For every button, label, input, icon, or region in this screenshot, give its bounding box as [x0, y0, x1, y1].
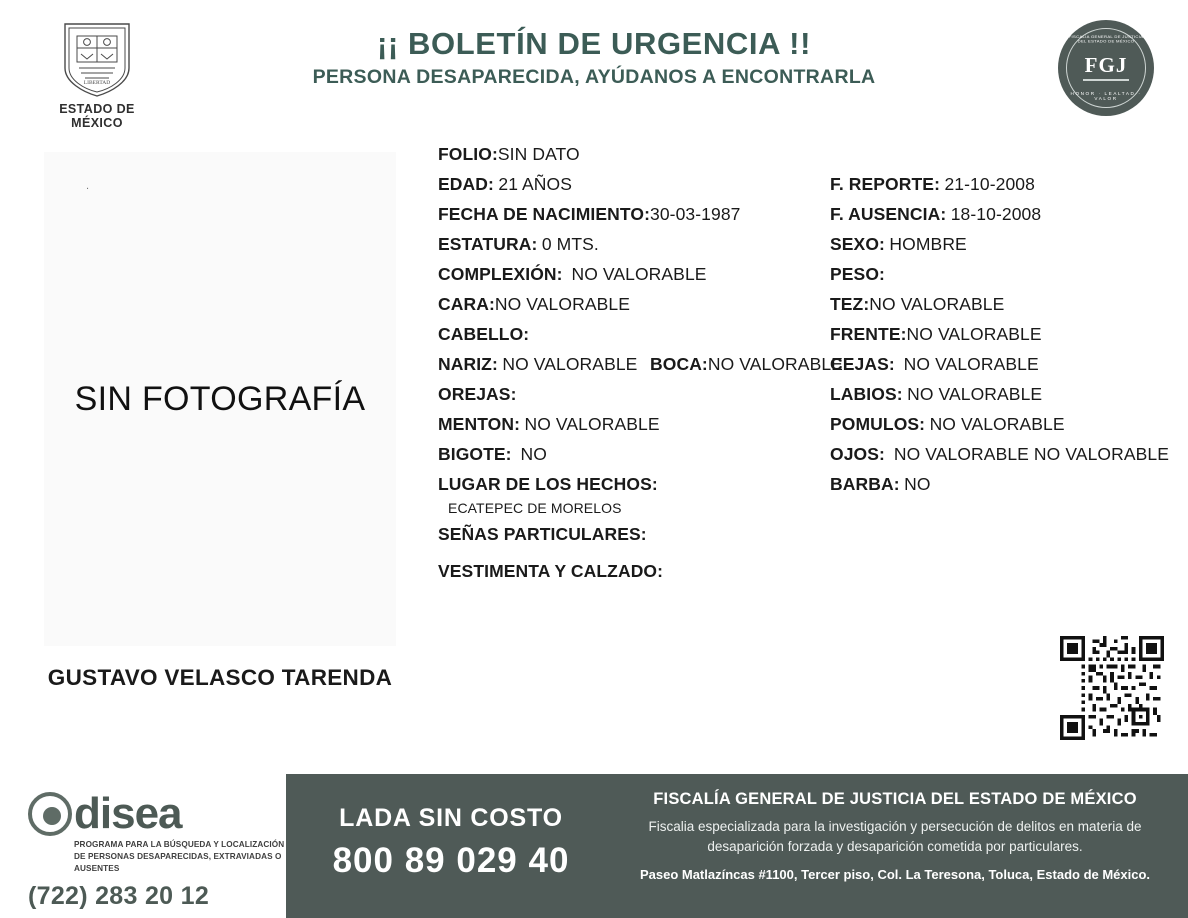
complexion-label: COMPLEXIÓN: — [438, 264, 563, 284]
cara-label: CARA: — [438, 294, 495, 314]
folio-label: FOLIO: — [438, 144, 498, 164]
document-header — [0, 0, 1188, 130]
cara-value: NO VALORABLE — [494, 294, 630, 314]
svg-text:LIBERTAD: LIBERTAD — [83, 80, 111, 86]
senas-particulares-label: SEÑAS PARTICULARES: — [438, 524, 647, 544]
tez-label: TEZ: — [830, 294, 870, 314]
fgj-logo-inner — [1066, 28, 1146, 108]
lugar-hechos-label: LUGAR DE LOS HECHOS: — [438, 474, 658, 494]
fgj-ring-bottom-text: HONOR · LEALTAD · VALOR — [1070, 91, 1142, 101]
sexo-value: HOMBRE — [889, 234, 967, 254]
field-orejas — [438, 384, 517, 405]
photo-placeholder — [44, 152, 396, 646]
page-title: ¡¡ BOLETÍN DE URGENCIA !! — [376, 26, 812, 61]
fecha-nacimiento-label: FECHA DE NACIMIENTO: — [438, 204, 650, 224]
field-bigote — [438, 444, 547, 465]
field-tez — [830, 294, 1004, 315]
lada-number: 800 89 029 40 — [332, 841, 570, 880]
field-nariz — [438, 354, 637, 375]
nariz-value: NO VALORABLE — [502, 354, 638, 374]
odisea-wordmark: disea — [74, 789, 182, 838]
folio-value: SIN DATO — [497, 144, 580, 164]
complexion-value: NO VALORABLE — [571, 264, 707, 284]
fiscalia-description: Fiscalia especializada para la investigación y persecución de delitos en materia de desaparición forzada y desaparición cometida por particulares. — [648, 819, 1142, 854]
field-lugar-hechos-value — [448, 500, 622, 518]
fgj-logo — [1058, 20, 1154, 116]
field-lugar-hechos — [438, 474, 658, 495]
odisea-tagline: PROGRAMA PARA LA BÚSQUEDA Y LOCALIZACIÓN DE PERSONAS DESAPARECIDAS, EXTRAVIADAS O AUSENTES — [74, 840, 285, 873]
field-peso — [830, 264, 885, 285]
ojos-label: OJOS: — [830, 444, 885, 464]
bigote-label: BIGOTE: — [438, 444, 512, 464]
field-edad — [438, 174, 572, 195]
barba-label: BARBA: — [830, 474, 900, 494]
lada-title: LADA SIN COSTO — [339, 804, 563, 832]
labios-label: LABIOS: — [830, 384, 903, 404]
boca-label: BOCA: — [650, 354, 708, 374]
title-block — [0, 26, 1188, 89]
field-f-ausencia — [830, 204, 1041, 225]
lugar-hechos-value: ECATEPEC DE MORELOS — [448, 500, 622, 516]
estatura-value: 0 MTS. — [541, 234, 599, 254]
person-name: GUSTAVO VELASCO TARENDA — [47, 665, 393, 690]
field-cabello — [438, 324, 529, 345]
boca-value: NO VALORABLE — [707, 354, 843, 374]
fiscalia-address: Paseo Matlazíncas #1100, Tercer piso, Col. La Teresona, Toluca, Estado de México. — [639, 867, 1151, 883]
field-cara — [438, 294, 630, 315]
document-footer — [0, 774, 1188, 918]
menton-label: MENTON: — [438, 414, 521, 434]
peso-label: PESO: — [830, 264, 885, 284]
pomulos-label: POMULOS: — [830, 414, 926, 434]
f-ausencia-label: F. AUSENCIA: — [830, 204, 947, 224]
estatura-label: ESTATURA: — [438, 234, 538, 254]
person-details — [438, 140, 1188, 600]
frente-label: FRENTE: — [830, 324, 907, 344]
labios-value: NO VALORABLE — [907, 384, 1043, 404]
bigote-value: NO — [520, 444, 547, 464]
lada-block — [286, 774, 616, 918]
crest-label: ESTADO DE MÉXICO — [59, 102, 135, 130]
fiscalia-block — [616, 774, 1188, 918]
field-barba — [830, 474, 931, 495]
field-pomulos — [830, 414, 1065, 435]
edad-value: 21 AÑOS — [498, 174, 573, 194]
cabello-label: CABELLO: — [438, 324, 530, 344]
fgj-logo-bar — [1083, 79, 1129, 81]
pomulos-value: NO VALORABLE — [929, 414, 1065, 434]
odisea-logo — [28, 789, 290, 838]
odisea-o-icon — [28, 792, 72, 836]
f-reporte-label: F. REPORTE: — [830, 174, 940, 194]
qr-code — [1060, 636, 1164, 740]
fgj-logo-text: FGJ — [1084, 53, 1128, 77]
tez-value: NO VALORABLE — [869, 294, 1005, 314]
fgj-ring-top-text: FISCALIA GENERAL DE JUSTICIA DEL ESTADO DE MÉXICO — [1068, 34, 1144, 44]
fecha-nacimiento-value: 30-03-1987 — [650, 204, 741, 224]
odisea-phone: (722) 283 20 12 — [28, 881, 210, 910]
field-sexo — [830, 234, 967, 255]
field-senas-particulares — [438, 524, 647, 545]
menton-value: NO VALORABLE — [524, 414, 660, 434]
f-reporte-value: 21-10-2008 — [944, 174, 1035, 194]
field-complexion — [438, 264, 707, 285]
orejas-label: OREJAS: — [438, 384, 517, 404]
photo-dot-marker: . — [86, 180, 90, 192]
field-estatura — [438, 234, 599, 255]
frente-value: NO VALORABLE — [906, 324, 1042, 344]
field-labios — [830, 384, 1042, 405]
photo-placeholder-text: SIN FOTOGRAFÍA — [74, 379, 366, 418]
field-frente — [830, 324, 1042, 345]
barba-value: NO — [904, 474, 931, 494]
edad-label: EDAD: — [438, 174, 494, 194]
field-cejas — [830, 354, 1039, 375]
field-ojos — [830, 444, 1169, 465]
ojos-value: NO VALORABLE NO VALORABLE — [893, 444, 1170, 464]
page-subtitle: PERSONA DESAPARECIDA, AYÚDANOS A ENCONTRARLA — [312, 65, 876, 88]
field-folio — [438, 144, 580, 165]
sexo-label: SEXO: — [830, 234, 885, 254]
fiscalia-title: FISCALÍA GENERAL DE JUSTICIA DEL ESTADO DE MÉXICO — [653, 790, 1137, 808]
field-boca — [650, 354, 843, 375]
field-fecha-nacimiento — [438, 204, 741, 225]
nariz-label: NARIZ: — [438, 354, 498, 374]
f-ausencia-value: 18-10-2008 — [950, 204, 1042, 224]
odisea-brand — [28, 789, 290, 911]
field-f-reporte — [830, 174, 1035, 195]
vestimenta-label: VESTIMENTA Y CALZADO: — [438, 561, 664, 581]
field-menton — [438, 414, 660, 435]
field-vestimenta — [438, 561, 663, 582]
cejas-value: NO VALORABLE — [903, 354, 1039, 374]
footer-dark-panel — [286, 774, 1188, 918]
cejas-label: CEJAS: — [830, 354, 895, 374]
